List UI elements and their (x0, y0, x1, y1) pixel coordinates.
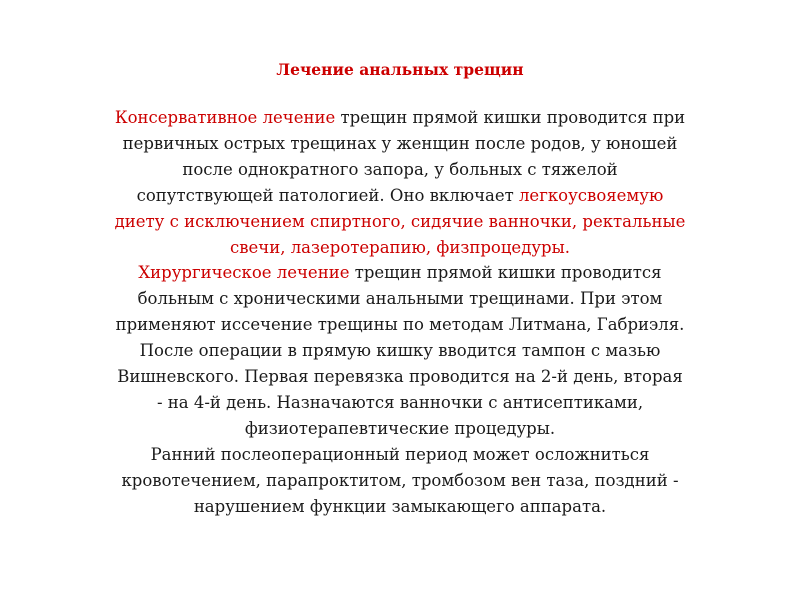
body-text: - на 4-й день. Назначаются ванночки с антисептиками, (156, 392, 644, 412)
body-text: Вишневского. Первая перевязка проводится на 2-й день, вторая (117, 367, 683, 387)
highlight-diet: легкоусвояемую (518, 185, 664, 205)
body-text: физиотерапевтические процедуры. (244, 418, 556, 438)
body-line-4 (40, 183, 760, 209)
body-line-13 (40, 416, 760, 442)
body-line-14 (40, 442, 760, 468)
body-text: нарушением функции замыкающего аппарата. (193, 496, 607, 516)
body-line-7 (40, 260, 760, 286)
body-text: применяют иссечение трещины по методам Литмана, Габриэля. (115, 315, 685, 335)
body-line-6 (40, 235, 760, 261)
body-text: трещин прямой кишки проводится (349, 263, 662, 283)
body-line-12 (40, 390, 760, 416)
body-text: сопутствующей патологией. Оно включает (136, 185, 519, 205)
body-text: кровотечением, парапроктитом, тромбозом вен таза, поздний - (121, 470, 679, 490)
highlight-diet-continued: диету с исключением спиртного, сидячие ванночки, ректальные (114, 211, 686, 231)
body-text: первичных острых трещинах у женщин после родов, у юношей (122, 133, 678, 153)
body-text: Ранний послеоперационный период может осложниться (150, 444, 650, 464)
slide-body (40, 105, 760, 520)
slide-title: Лечение анальных трещин (276, 60, 524, 79)
body-line-5 (40, 209, 760, 235)
body-line-9 (40, 312, 760, 338)
body-line-1 (40, 105, 760, 131)
body-line-15 (40, 468, 760, 494)
body-text: После операции в прямую кишку вводится тампон с мазью (139, 341, 661, 361)
body-line-16 (40, 494, 760, 520)
body-line-2 (40, 131, 760, 157)
highlight-surgical-treatment: Хирургическое лечение (138, 263, 350, 283)
body-text: трещин прямой кишки проводится при (335, 108, 686, 127)
highlight-procedures: свечи, лазеротерапию, физпроцедуры. (230, 237, 570, 257)
body-text: больным с хроническими анальными трещинами. При этом (137, 289, 663, 309)
highlight-conservative-treatment: Консервативное лечение (114, 108, 336, 127)
body-line-10 (40, 338, 760, 364)
body-line-3 (40, 157, 760, 183)
body-line-8 (40, 286, 760, 312)
body-text: после однократного запора, у больных с тяжелой (182, 159, 618, 179)
body-line-11 (40, 364, 760, 390)
